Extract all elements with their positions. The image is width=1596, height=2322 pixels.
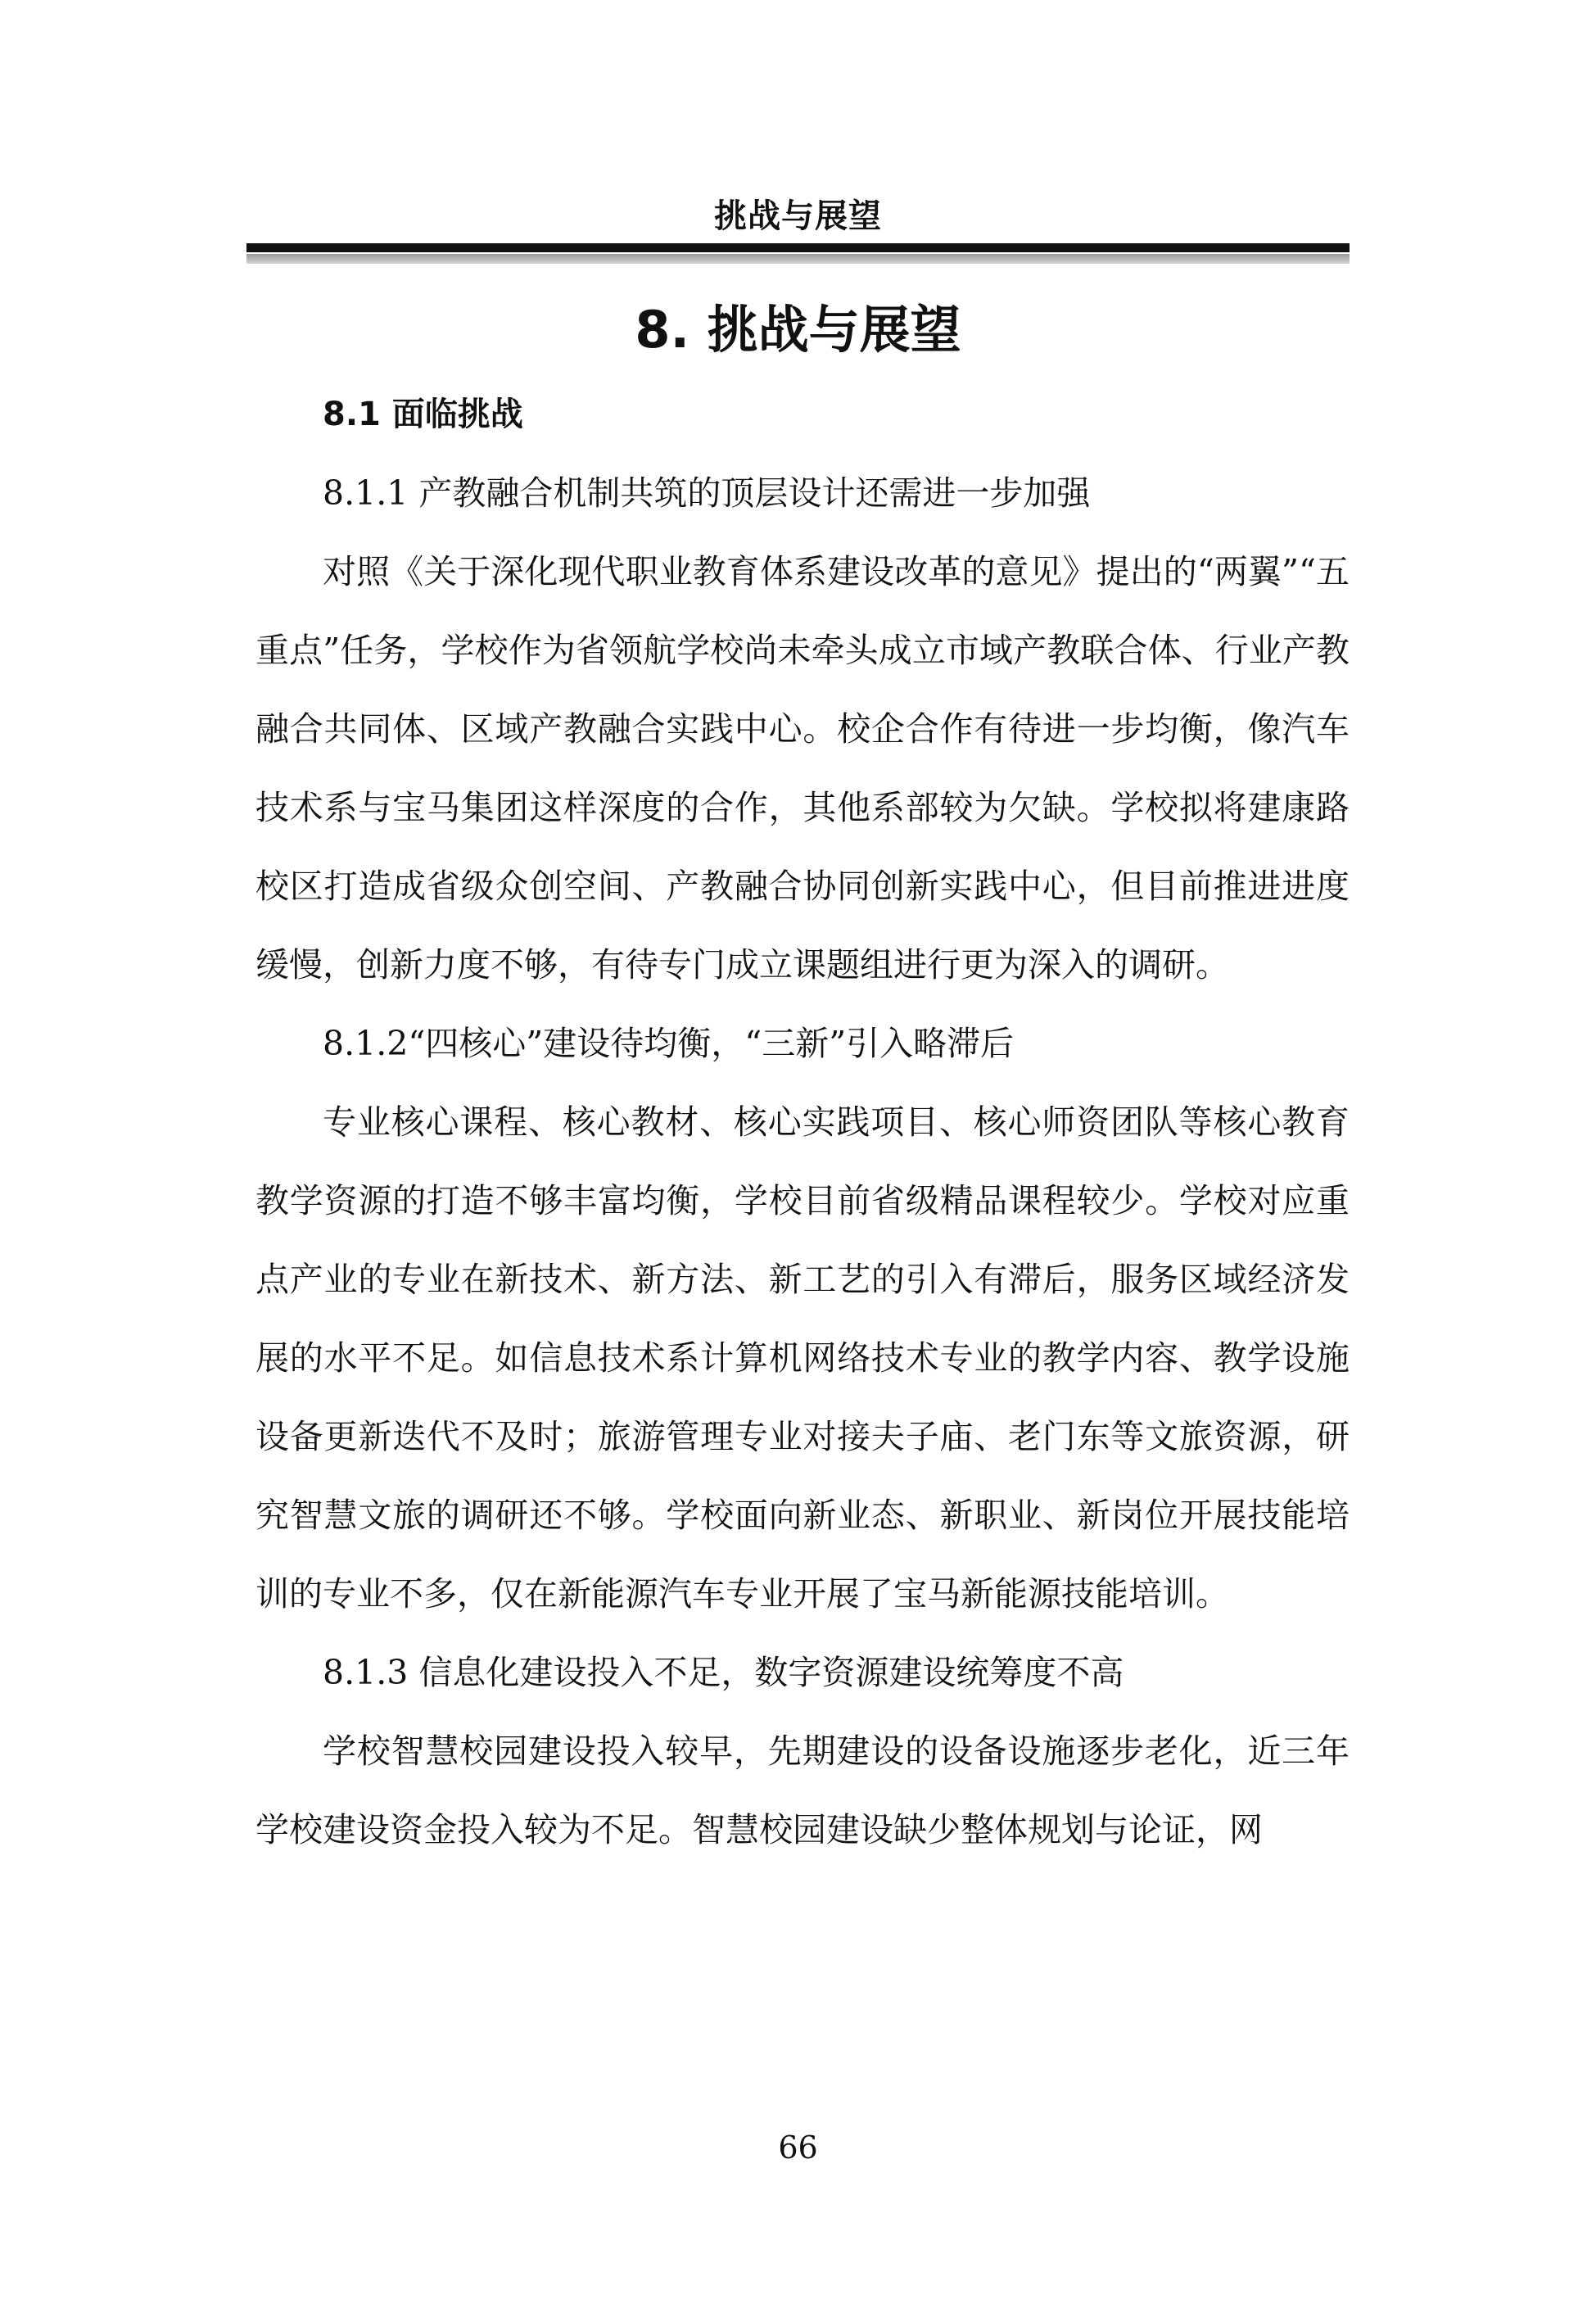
running-header-title: 挑战与展望 bbox=[714, 197, 882, 235]
subsection-heading-1: 8.1.1 产教融合机制共筑的顶层设计还需进一步加强 bbox=[323, 473, 1091, 513]
section-heading: 8.1 面临挑战 bbox=[323, 396, 523, 433]
header-rule-shade bbox=[246, 254, 1350, 264]
subsection-heading-3: 8.1.3 信息化建设投入不足，数字资源建设统筹度不高 bbox=[323, 1653, 1124, 1692]
chapter-title: 8. 挑战与展望 bbox=[635, 300, 961, 360]
subsection-heading-2: 8.1.2“四核心”建设待均衡，“三新”引入略滞后 bbox=[323, 1024, 1015, 1063]
paragraph-3: 学校智慧校园建设投入较早，先期建设的设备设施逐步老化，近三年学校建设资金投入较为不足。智慧校园建设缺少整体规划与论证，网 bbox=[255, 1731, 1350, 1849]
page-number: 66 bbox=[778, 2130, 818, 2166]
paragraph-2: 专业核心课程、核心教材、核心实践项目、核心师资团队等核心教育教学资源的打造不够丰富均衡，学校目前省级精品课程较少。学校对应重点产业的专业在新技术、新方法、新工艺的引入有滞后，服务区域经济发展的水平不足。如信息技术系计算机网络技术专业的教学内容、教学设施设备更新迭代不及时；旅游管理专业对接夫子庙、老门东等文旅资源，研究智慧文旅的调研还不够。学校面向新业态、新职业、新岗位开展技能培训的专业不多，仅在新能源汽车专业开展了宝马新能源技能培训。 bbox=[255, 1102, 1350, 1614]
header-rule-thick bbox=[246, 243, 1350, 252]
paragraph-1: 对照《关于深化现代职业教育体系建设改革的意见》提出的“两翼”“五重点”任务，学校作为省领航学校尚未牵头成立市域产教联合体、行业产教融合共同体、区域产教融合实践中心。校企合作有待进一步均衡，像汽车技术系与宝马集团这样深度的合作，其他系部较为欠缺。学校拟将建康路校区打造成省级众创空间、产教融合协同创新实践中心，但目前推进进度缓慢，创新力度不够，有待专门成立课题组进行更为深入的调研。 bbox=[255, 552, 1350, 984]
header-divider bbox=[246, 243, 1350, 266]
body-text bbox=[255, 375, 1350, 1869]
